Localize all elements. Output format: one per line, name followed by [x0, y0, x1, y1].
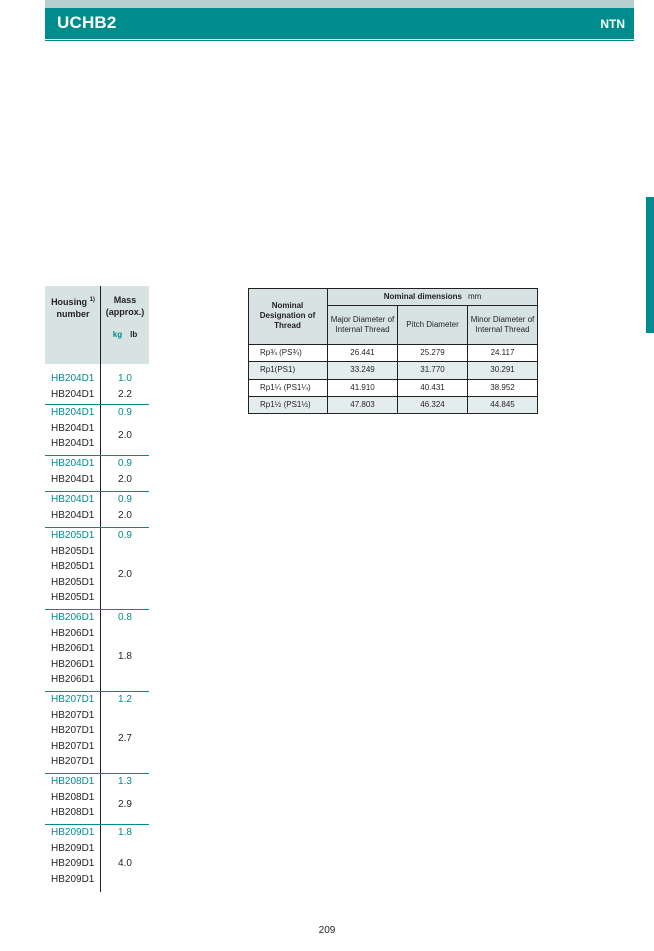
thread-major-value: 47.803 — [328, 397, 398, 414]
mass-lb: 2.7 — [118, 732, 132, 744]
nominal-dimensions-label: Nominal dimensions — [383, 291, 462, 301]
housing-column-header — [45, 294, 101, 320]
housing-number: HB207D1 — [51, 709, 95, 721]
housing-number: HB204D1 — [51, 494, 95, 505]
thread-pitch-value: 25.279 — [398, 345, 468, 362]
mass-lb: 2.2 — [118, 388, 132, 400]
thread-pitch-value: 40.431 — [398, 380, 468, 397]
mass-kg: 1.8 — [118, 827, 132, 838]
thread-table — [248, 288, 538, 414]
mass-units — [101, 330, 149, 339]
thread-major-value: 33.249 — [328, 362, 398, 379]
housing-number: HB207D1 — [51, 740, 95, 752]
header-bar — [45, 8, 634, 39]
housing-group — [45, 691, 149, 775]
housing-number: HB206D1 — [51, 643, 95, 654]
housing-number: HB208D1 — [51, 807, 95, 818]
mass-lb: 2.0 — [118, 473, 132, 485]
housing-number: HB204D1 — [51, 438, 95, 449]
housing-footnote: 1) — [89, 297, 95, 303]
mass-label-2: (approx.) — [105, 307, 145, 317]
thread-pitch-value: 46.324 — [398, 397, 468, 414]
housing-group — [45, 455, 149, 492]
thread-minor-value: 38.952 — [468, 380, 538, 397]
housing-group — [45, 370, 149, 407]
mass-kg: 0.9 — [118, 458, 132, 469]
mass-kg: 0.9 — [118, 407, 132, 418]
housing-group — [45, 824, 149, 892]
housing-label: Housing — [51, 297, 88, 307]
mass-kg: 1.0 — [118, 373, 132, 384]
housing-table-header — [45, 286, 149, 364]
mass-lb: 2.9 — [118, 799, 132, 811]
mass-lb: 1.8 — [118, 650, 132, 662]
housing-number: HB204D1 — [51, 473, 95, 485]
thread-minor-value: 30.291 — [468, 362, 538, 379]
thread-minor-value: 44.845 — [468, 397, 538, 414]
thread-designation: Rp¾ (PS¾) — [248, 345, 328, 362]
mass-label: Mass — [113, 295, 137, 305]
housing-number: HB204D1 — [51, 509, 95, 521]
mass-lb: 2.0 — [118, 509, 132, 521]
housing-number: HB204D1 — [51, 388, 95, 400]
thread-major-value: 41.910 — [328, 380, 398, 397]
thread-designation: Rp1(PS1) — [248, 362, 328, 379]
housing-number: HB208D1 — [51, 776, 95, 787]
housing-number: HB204D1 — [51, 458, 95, 469]
pitch-diameter-header: Pitch Diameter — [398, 306, 468, 345]
housing-group — [45, 491, 149, 528]
thread-pitch-value: 31.770 — [398, 362, 468, 379]
housing-number: HB205D1 — [51, 545, 95, 557]
housing-group — [45, 609, 149, 693]
housing-number: HB209D1 — [51, 842, 95, 854]
housing-number: HB206D1 — [51, 627, 95, 639]
unit-lb: lb — [130, 330, 138, 339]
mass-lb: 4.0 — [118, 858, 132, 869]
housing-number: HB204D1 — [51, 407, 95, 418]
top-strip — [45, 0, 634, 8]
mass-kg: 1.3 — [118, 776, 132, 787]
mass-kg: 0.9 — [118, 494, 132, 505]
side-tab — [646, 197, 654, 333]
housing-group — [45, 773, 149, 826]
housing-number: HB207D1 — [51, 725, 95, 736]
unit-kg: kg — [112, 330, 123, 339]
housing-number: HB208D1 — [51, 791, 95, 803]
housing-number: HB207D1 — [51, 694, 95, 705]
thread-minor-value: 24.117 — [468, 345, 538, 362]
housing-number: HB204D1 — [51, 373, 95, 384]
nominal-dimensions-header — [328, 288, 538, 306]
page-title: UCHB2 — [57, 13, 117, 32]
housing-number: HB204D1 — [51, 422, 95, 434]
housing-number: HB205D1 — [51, 561, 95, 572]
major-diameter-header: Major Diameter of Internal Thread — [328, 306, 398, 345]
minor-diameter-header: Minor Diameter of Internal Thread — [468, 306, 538, 345]
thread-designation: Rp1¼ (PS1¼) — [248, 380, 328, 397]
brand-logo: NTN — [600, 17, 625, 31]
housing-number: HB206D1 — [51, 674, 95, 685]
housing-number: HB205D1 — [51, 530, 95, 541]
mass-lb: 2.0 — [118, 568, 132, 580]
housing-number: HB209D1 — [51, 873, 95, 885]
nominal-dimensions-unit: mm — [467, 291, 482, 301]
housing-group — [45, 527, 149, 611]
mass-kg: 0.8 — [118, 612, 132, 623]
housing-number: HB209D1 — [51, 858, 95, 869]
housing-number: HB207D1 — [51, 756, 95, 767]
housing-group — [45, 404, 149, 457]
mass-column-header — [101, 294, 149, 318]
header-underline — [45, 40, 634, 41]
housing-number: HB205D1 — [51, 576, 95, 588]
mass-lb: 2.0 — [118, 430, 132, 442]
housing-label-2: number — [56, 309, 90, 319]
housing-number: HB205D1 — [51, 592, 95, 603]
designation-header: Nominal Designation of Thread — [248, 288, 328, 345]
housing-number: HB209D1 — [51, 827, 95, 838]
mass-kg: 0.9 — [118, 530, 132, 541]
housing-number: HB206D1 — [51, 612, 95, 623]
thread-designation: Rp1½ (PS1½) — [248, 397, 328, 414]
mass-kg: 1.2 — [118, 694, 132, 705]
housing-number: HB206D1 — [51, 658, 95, 670]
page-number: 209 — [318, 925, 336, 936]
thread-major-value: 26.441 — [328, 345, 398, 362]
